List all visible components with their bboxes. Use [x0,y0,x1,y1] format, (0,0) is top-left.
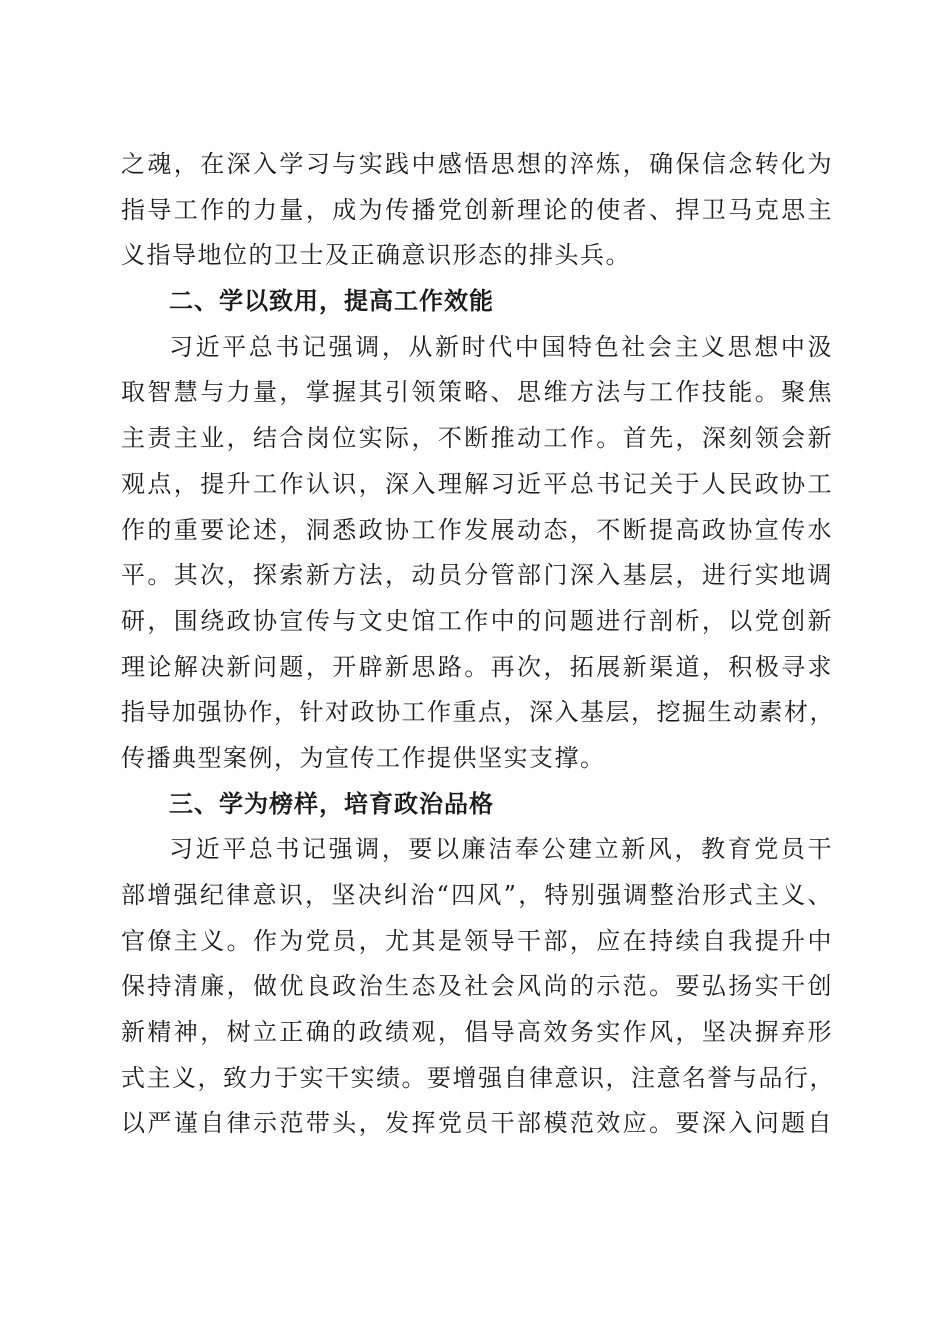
text-line: 式主义，致力于实干实绩。要增强自律意识，注意名誉与品行， [121,1063,835,1092]
text-line: 传播典型案例，为宣传工作提供坚实支撑。 [121,743,606,772]
text-line: 官僚主义。作为党员，尤其是领导干部，应在持续自我提升中 [121,926,833,955]
text-line: 以严谨自律示范带头，发挥党员干部模范效应。要深入问题自 [121,1109,833,1138]
text-line: 理论解决新问题，开辟新思路。再次，拓展新渠道，积极寻求 [121,652,833,681]
text-line: 习近平总书记强调，要以廉洁奉公建立新风，教育党员干 [169,835,833,864]
text-line: 保持清廉，做优良政治生态及社会风尚的示范。要弘扬实干创 [121,972,833,1001]
text-line: 部增强纪律意识，坚决纠治“四风”，特别强调整治形式主义、 [121,881,833,909]
text-line: 习近平总书记强调，从新时代中国特色社会主义思想中汲 [169,332,833,361]
section-heading-2: 二、学以致用，提高工作效能 [169,287,494,316]
text-line: 平。其次，探索新方法，动员分管部门深入基层，进行实地调 [121,561,833,590]
text-line: 义指导地位的卫士及正确意识形态的排头兵。 [121,241,631,270]
text-line: 新精神，树立正确的政绩观，倡导高效务实作风，坚决摒弃形 [121,1018,833,1047]
text-line: 观点，提升工作认识，深入理解习近平总书记关于人民政协工 [121,469,833,498]
text-line: 指导工作的力量，成为传播党创新理论的使者、捍卫马克思主 [121,195,833,224]
text-line: 作的重要论述，洞悉政协工作发展动态，不断提高政协宣传水 [121,515,833,544]
text-line: 之魂，在深入学习与实践中感悟思想的淬炼，确保信念转化为 [121,150,833,178]
text-line: 指导加强协作，针对政协工作重点，深入基层，挖掘生动素材， [121,698,835,727]
document-body [121,142,833,1147]
section-heading-3: 三、学为榜样，培育政治品格 [169,789,494,818]
text-line: 取智慧与力量，掌握其引领策略、思维方法与工作技能。聚焦 [121,378,833,407]
text-line: 研，围绕政协宣传与文史馆工作中的问题进行剖析，以党创新 [121,606,833,635]
text-line: 主责主业，结合岗位实际，不断推动工作。首先，深刻领会新 [121,424,833,453]
